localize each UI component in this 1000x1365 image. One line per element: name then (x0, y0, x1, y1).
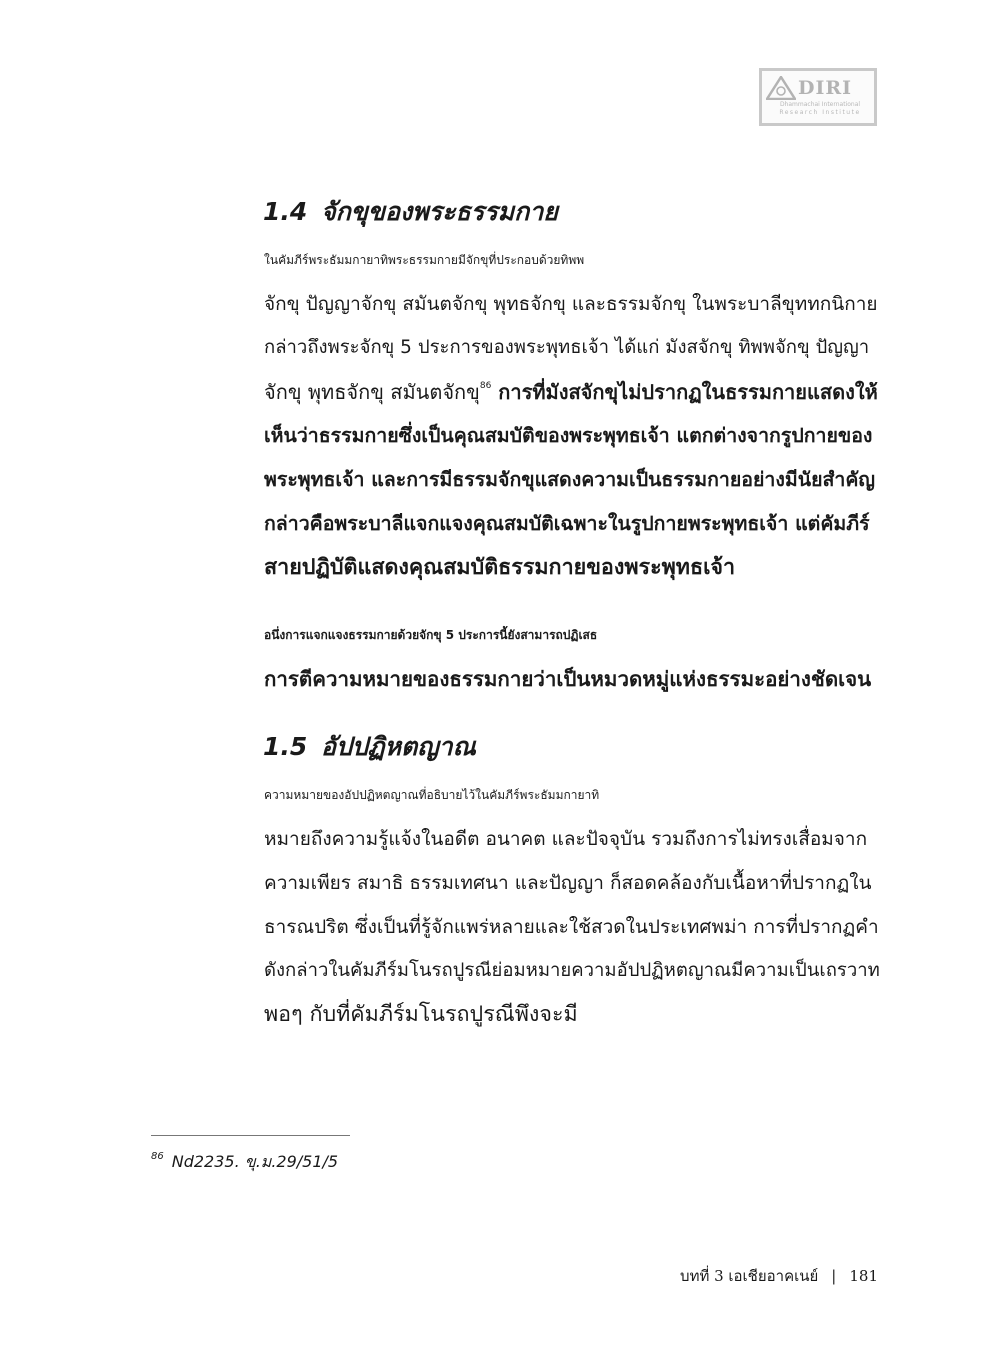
paragraph-line-mixed (151, 370, 881, 414)
footnote-divider (151, 1135, 350, 1136)
section-number: 1.5 (263, 732, 308, 761)
paragraph-line-bold: เห็นว่าธรรมกายซึ่งเป็นคุณสมบัติของพระพุทธเจ้า แตกต่างจากรูปกายของ (264, 424, 873, 447)
line-normal-text: จักขุ พุทธจักขุ สมันตจักขุ (264, 380, 480, 404)
paragraph-line: หมายถึงความรู้แจ้งในอดีต อนาคต และปัจจุบัน รวมถึงการไม่ทรงเสื่อมจาก (264, 828, 868, 850)
section-title: อัปปฏิหตญาณ (321, 732, 476, 761)
paragraph-line: พอๆ กับที่คัมภีร์มโนรถปูรณีพึงจะมี (264, 1002, 578, 1027)
logo-subtitle-line2: Research Institute (779, 109, 861, 116)
section-1-4-paragraph-1 (151, 238, 881, 590)
dhammachai-emblem-icon (766, 76, 796, 100)
logo-subtitle-line1: Dhammachai International (779, 101, 861, 108)
logo-wordmark: DIRI (798, 77, 853, 99)
paragraph-line: จักขุ ปัญญาจักขุ สมันตจักขุ พุทธจักขุ และธรรมจักขุ ในพระบาลีขุททกนิกาย (264, 293, 878, 315)
section-number: 1.4 (263, 197, 308, 226)
section-heading-1-4 (263, 192, 558, 232)
page-footer (680, 1264, 878, 1288)
paragraph-line: ดังกล่าวในคัมภีร์มโนรถปูรณีย่อมหมายความอัปปฏิหตญาณมีความเป็นเถรวาท (264, 960, 880, 981)
footnote-reference[interactable]: 86 (479, 381, 492, 391)
diri-logo (759, 68, 877, 126)
paragraph-line: กล่าวถึงพระจักขุ 5 ประการของพระพุทธเจ้า ได้แก่ มังสจักขุ ทิพพจักขุ ปัญญา (264, 337, 870, 358)
paragraph-line: ความเพียร สมาธิ ธรรมเทศนา และปัญญา ก็สอดคล้องกับเนื้อหาที่ปรากฏใน (264, 872, 872, 894)
line-bold-text: การที่มังสจักขุไม่ปรากฏในธรรมกายแสดงให้ (491, 380, 878, 404)
chapter-label: บทที่ 3 เอเชียอาคเนย์ (680, 1267, 819, 1285)
section-1-4-paragraph-2 (151, 613, 881, 701)
section-heading-1-5 (263, 727, 476, 767)
section-1-5-paragraph (151, 773, 881, 1037)
paragraph-line: ความหมายของอัปปฏิหตญาณที่อธิบายไว้ในคัมภีร์พระธัมมกายาทิ (264, 788, 600, 802)
paragraph-line-bold: กล่าวคือพระบาลีแจกแจงคุณสมบัติเฉพาะในรูปกายพระพุทธเจ้า แต่คัมภีร์ (264, 512, 870, 535)
footer-separator: | (831, 1267, 837, 1285)
section-title: จักขุของพระธรรมกาย (321, 197, 558, 226)
paragraph-line-bold: พระพุทธเจ้า และการมีธรรมจักขุแสดงความเป็นธรรมกายอย่างมีนัยสำคัญ (264, 468, 876, 491)
paragraph-line-bold: การตีความหมายของธรรมกายว่าเป็นหมวดหมู่แห่งธรรมะอย่างชัดเจน (264, 667, 872, 691)
paragraph-line: ในคัมภีร์พระธัมมกายาทิพระธรรมกายมีจักขุที่ประกอบด้วยทิพพ (264, 253, 585, 267)
paragraph-line: ธารณปริต ซึ่งเป็นที่รู้จักแพร่หลายและใช้สวดในประเทศพม่า การที่ปรากฏคำ (264, 916, 879, 938)
footnote-86 (151, 1150, 338, 1175)
paragraph-line-bold: สายปฏิบัติแสดงคุณสมบัติธรรมกายของพระพุทธเจ้า (264, 555, 736, 580)
page-number: 181 (849, 1267, 878, 1285)
footnote-number: 86 (151, 1151, 164, 1162)
footnote-text: Nd2235. ขุ.ม.29/51/5 (171, 1152, 339, 1171)
paragraph-line-bold: อนึ่งการแจกแจงธรรมกายด้วยจักขุ 5 ประการนี้ยังสามารถปฏิเสธ (264, 628, 598, 642)
